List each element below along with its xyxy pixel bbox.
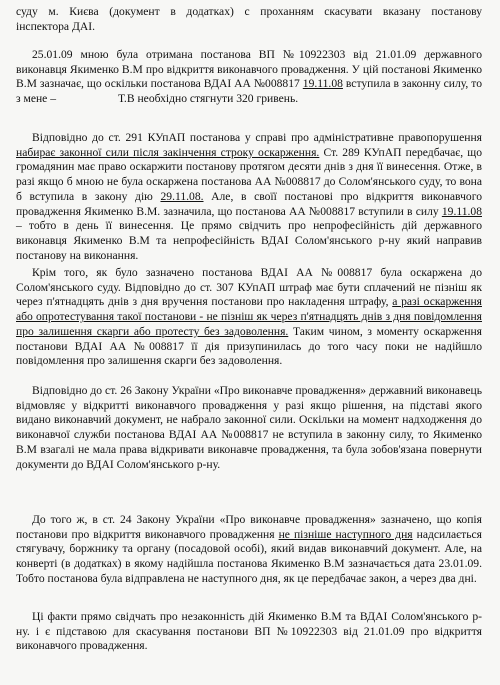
paragraph-article-26 — [16, 384, 482, 472]
text-segment: Відповідно до ст. 26 Закону України «Про виконавче провадження» державний виконавець відмовляє у відкритті виконавчого провадження у разі якщо рішення, на підставі якого видано виконавчий документ, не набрало законної сили. Оскільки на момент надходження до виконавчої служби постанова ВДАІ АА №008817 не вступила в законну силу, то Якименко В.М взагалі не мала права відкривати виконавче провадження, та була зобов'язана повернути документи до ВДАІ Солом'янського р-ну. — [16, 384, 482, 471]
intro-line-2: інспектора ДАІ. — [16, 19, 95, 33]
underlined-date: 19.11.08 — [302, 77, 343, 91]
text-segment: надсилається стягувачу, боржнику та органу (посадовой особі), який видав виконавчий документ. Але, на конверті (в додатках) в якому надійшла постанова Якименко В.М зазначається дата 23.01.09. Тобто постанова була відправлена не наступного дня, як це передбачає закон, а через два дні. — [16, 527, 482, 585]
text-segment: Ст. 289 КУпАП передбачає, що громадянин має право оскаржити постанову протягом десяти днів з дня її винесення. Отже, в разі якщо б мною не була оскаржена постанова АА №008817 до Солом'янського суду, то вона б вступила в закону дію — [16, 145, 483, 203]
text-segment: Але, в своїї постанові про відкриття виконавчого провадження Якименко В.М. зазначила, що постанова АА №008817 вступили в силу — [16, 189, 482, 218]
underlined-phrase: набирає законної сили після закінчення строку оскарження. — [16, 145, 320, 159]
text-segment: 25.01.09 мною була отримана постанова ВП №10922303 від 21.01.09 державного виконавця Якименко В.М про відкриття виконавчого провадження. У цій постанові Якименко В.М зазначає, що оскільки постанова ВДАІ АА №008817 — [16, 48, 482, 91]
paragraph-order-received — [16, 48, 482, 107]
paragraph-conclusion — [16, 610, 482, 654]
text-segment: – тобто в день її винесення. Це прямо свідчить про непрофесійність дій державного виконавця Якименко В.М та непрофесійність ВДАІ Солом'янського р-ну який направив постанову на виконання. — [16, 219, 482, 262]
intro-line-1: суду м. Києва (документ в додатках) с проханням скасувати вказану постанову — [16, 5, 482, 18]
paragraph-article-307 — [16, 266, 482, 369]
text-segment: Таким чином, з моменту оскарження постанови ВДАІ АА №008817 її дія призупинилась до того часу поки не надійшло повідомлення про залишення скарги без задоволення. — [16, 324, 482, 368]
text-segment: Т.В необхідно стягнути 320 гривень. — [118, 92, 299, 106]
underlined-date: 19.11.08 — [441, 204, 482, 218]
underlined-phrase: не пізніше наступного дня — [278, 527, 413, 541]
underlined-date: 29.11.08. — [160, 189, 204, 203]
paragraph-article-24 — [16, 513, 482, 587]
paragraph-article-291 — [16, 131, 482, 263]
text-segment: Відповідно до ст. 291 КУпАП постанова у справі про адміністративне правопорушення — [32, 131, 482, 144]
text-segment: Ці факти прямо свідчать про незаконність дій Якименко В.М та ВДАІ Солом'янського р-ну. і є підставою для скасування постанови ВП №10922303 від 21.01.09 про відкриття виконавчого провадження. — [16, 610, 482, 653]
text-segment: Крім того, як було зазначено постанова ВДАІ АА №008817 була оскаржена до Солом'янського суду. Відповідно до ст. 307 КУпАП штраф має бути сплачений не пізніш як через п'ятнадцять днів з дня вручення постанови про накладення штрафу, — [16, 266, 482, 309]
paragraph-intro — [16, 5, 482, 34]
underlined-phrase: а разі оскарження або опротестування такої постанови - не пізніш як через п'ятнадцять днів з дня повідомлення про залишення скарги або протесту без задоволення. — [16, 295, 482, 338]
text-segment: До того ж, в ст. 24 Закону України «Про виконавче провадження» зазначено, що копія постанови про відкриття виконавчого провадження — [16, 513, 482, 541]
text-segment: вступила в законну силу, то з мене – — [16, 77, 482, 106]
